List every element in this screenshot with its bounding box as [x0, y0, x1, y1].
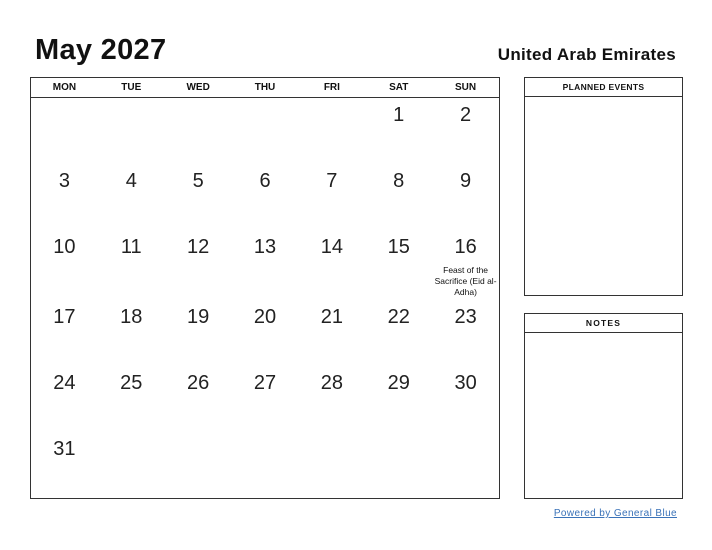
day-number: 14 — [320, 236, 343, 258]
week-row — [31, 432, 499, 498]
week-row — [31, 366, 499, 432]
day-number: 24 — [53, 372, 76, 394]
day-cell — [165, 300, 232, 366]
day-cell — [298, 98, 365, 164]
day-cell — [365, 164, 432, 230]
day-number: 7 — [326, 170, 338, 192]
day-cell — [232, 164, 299, 230]
day-cell — [31, 366, 98, 432]
weekday-mon: MON — [52, 82, 77, 93]
calendar-grid — [30, 77, 500, 499]
day-number: 29 — [387, 372, 410, 394]
day-number: 3 — [58, 170, 70, 192]
day-cell — [31, 300, 98, 366]
day-cell — [365, 432, 432, 498]
day-number: 4 — [125, 170, 137, 192]
day-cell — [298, 164, 365, 230]
day-cell — [165, 164, 232, 230]
day-number: 9 — [460, 170, 472, 192]
day-number: 1 — [393, 104, 405, 126]
day-number: 19 — [187, 306, 210, 328]
holiday-label: Feast of the Sacrifice (Eid al-Adha) — [434, 265, 497, 297]
day-cell — [232, 432, 299, 498]
day-number: 23 — [454, 306, 477, 328]
day-cell — [165, 432, 232, 498]
powered-by-link[interactable]: Powered by General Blue — [553, 508, 677, 519]
day-number: 27 — [253, 372, 277, 394]
day-number: 2 — [460, 104, 472, 126]
day-cell — [98, 98, 165, 164]
weekday-thu: THU — [254, 82, 276, 93]
day-cell — [365, 230, 432, 300]
day-cell-with-event — [432, 230, 499, 300]
week-row — [31, 164, 499, 230]
day-number: 15 — [387, 236, 410, 258]
day-number: 11 — [120, 236, 142, 258]
day-number: 31 — [53, 438, 76, 460]
day-number: 18 — [120, 306, 143, 328]
weekday-sat: SAT — [389, 82, 409, 93]
day-cell — [365, 366, 432, 432]
week-row — [31, 98, 499, 164]
day-cell — [98, 230, 165, 300]
day-cell — [432, 366, 499, 432]
day-number: 16 — [454, 236, 477, 258]
weekday-fri: FRI — [323, 82, 340, 93]
day-cell — [232, 98, 299, 164]
day-cell — [298, 366, 365, 432]
day-number: 5 — [192, 170, 204, 192]
weekday-wed: WED — [186, 82, 210, 93]
day-cell — [365, 98, 432, 164]
planned-events-panel — [524, 77, 683, 296]
day-cell — [98, 164, 165, 230]
day-cell — [98, 300, 165, 366]
week-row — [31, 230, 499, 300]
day-number: 10 — [53, 236, 76, 258]
day-cell — [165, 98, 232, 164]
day-cell — [432, 98, 499, 164]
day-cell — [98, 366, 165, 432]
day-number: 17 — [53, 306, 76, 328]
day-grid — [31, 98, 499, 498]
country-label: United Arab Emirates — [497, 45, 676, 64]
day-number: 6 — [259, 170, 271, 192]
day-number: 26 — [187, 372, 210, 394]
day-number: 12 — [187, 236, 210, 258]
page-title: May 2027 — [35, 34, 167, 66]
day-cell — [298, 300, 365, 366]
day-number: 25 — [120, 372, 143, 394]
notes-panel — [524, 313, 683, 499]
week-row — [31, 300, 499, 366]
day-number: 20 — [253, 306, 277, 328]
day-cell — [232, 366, 299, 432]
day-cell — [432, 300, 499, 366]
day-cell — [31, 164, 98, 230]
day-cell — [432, 432, 499, 498]
day-number: 13 — [253, 236, 277, 258]
day-cell — [165, 366, 232, 432]
day-cell — [232, 300, 299, 366]
day-cell — [165, 230, 232, 300]
weekday-header — [31, 78, 499, 98]
weekday-sun: SUN — [455, 82, 477, 93]
day-cell — [31, 98, 98, 164]
day-cell — [298, 230, 365, 300]
notes-heading: NOTES — [525, 314, 682, 333]
day-number: 22 — [387, 306, 410, 328]
day-cell — [98, 432, 165, 498]
day-cell — [232, 230, 299, 300]
day-cell — [31, 230, 98, 300]
day-number: 8 — [393, 170, 405, 192]
planned-events-heading: PLANNED EVENTS — [525, 78, 682, 97]
day-cell — [298, 432, 365, 498]
day-number: 21 — [320, 306, 343, 328]
day-number: 28 — [320, 372, 343, 394]
day-cell — [432, 164, 499, 230]
day-cell — [365, 300, 432, 366]
day-cell — [31, 432, 98, 498]
weekday-tue: TUE — [121, 82, 142, 93]
day-number: 30 — [454, 372, 477, 394]
